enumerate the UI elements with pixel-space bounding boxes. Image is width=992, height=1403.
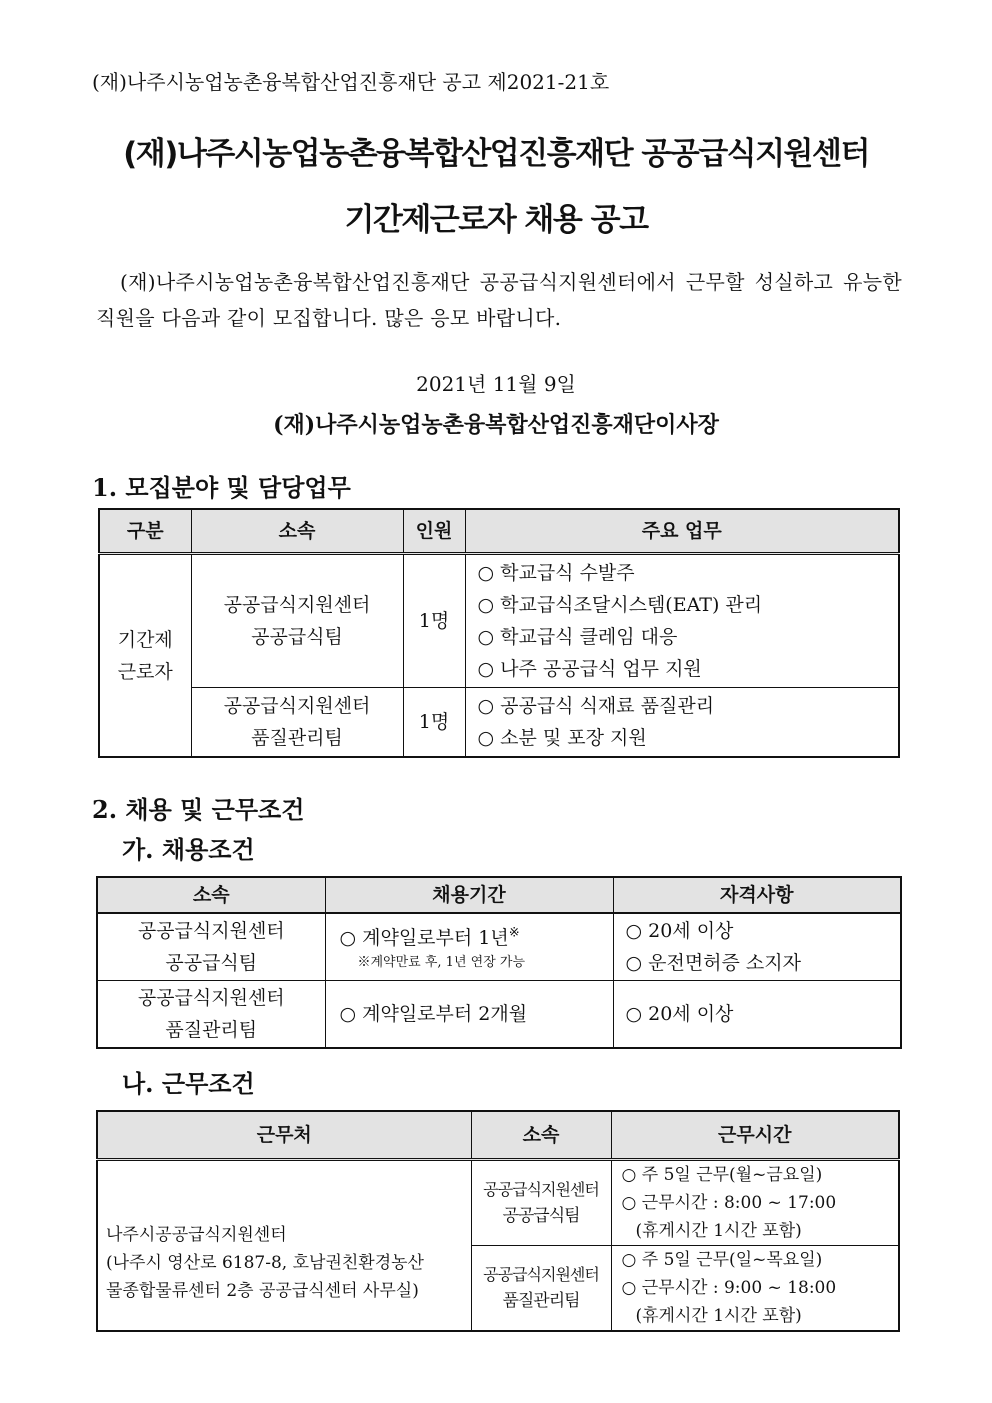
col-header-hours: 근무시간	[611, 1111, 899, 1160]
col-header-period: 채용기간	[325, 877, 613, 913]
table-row	[97, 1160, 899, 1246]
period-cell: ○ 계약일로부터 1년※ ※계약만료 후, 1년 연장 가능	[325, 913, 613, 981]
section2-heading: 2. 채용 및 근무조건	[92, 795, 305, 824]
duties-cell	[465, 688, 899, 758]
list-item: ○ 공공급식 식재료 품질관리	[478, 690, 893, 722]
duties-cell	[465, 554, 899, 688]
qualifications-cell	[613, 981, 901, 1049]
table-row	[99, 688, 899, 758]
col-header-category: 구분	[99, 509, 191, 554]
subsection-b-heading: 나. 근무조건	[122, 1069, 255, 1098]
hours-cell: ○ 주 5일 근무(월~금요일) ○ 근무시간 : 8:00 ~ 17:00 (휴게시간 1시간 포함)	[611, 1160, 899, 1246]
workplace-cell: 나주시공공급식지원센터 (나주시 영산로 6187-8, 호남권친환경농산 물종합물류센터 2층 공공급식센터 사무실)	[97, 1160, 471, 1332]
issuer-name: (재)나주시농업농촌융복합산업진흥재단이사장	[273, 412, 719, 438]
dept-cell: 공공급식지원센터 품질관리팀	[191, 688, 403, 758]
subsection-a-heading: 가. 채용조건	[122, 835, 255, 864]
col-header-duties: 주요 업무	[465, 509, 899, 554]
col-header-count: 인원	[403, 509, 465, 554]
recruitment-table	[98, 508, 900, 758]
col-header-dept: 소속	[471, 1111, 611, 1160]
table-row	[99, 554, 899, 688]
list-item: ○ 20세 이상	[626, 915, 895, 947]
category-cell: 기간제 근로자	[99, 554, 191, 758]
dept-cell: 공공급식지원센터 품질관리팀	[97, 981, 325, 1049]
dept-cell: 공공급식지원센터 공공급식팀	[97, 913, 325, 981]
list-item: ○ 소분 및 포장 지원	[478, 722, 893, 754]
page-title-line2: 기간제근로자 채용 공고	[344, 202, 648, 238]
dept-cell: 공공급식지원센터 공공급식팀	[191, 554, 403, 688]
table-header-row	[97, 1111, 899, 1160]
col-header-qualifications: 자격사항	[613, 877, 901, 913]
employment-conditions-table	[96, 876, 902, 1049]
dept-cell: 공공급식지원센터 품질관리팀	[471, 1246, 611, 1332]
table-header-row	[97, 877, 901, 913]
count-cell: 1명	[403, 554, 465, 688]
notice-number: (재)나주시농업농촌융복합산업진흥재단 공고 제2021-21호	[92, 70, 610, 94]
list-item: ○ 학교급식조달시스템(EAT) 관리	[478, 589, 893, 621]
qualifications-cell	[613, 913, 901, 981]
section1-heading: 1. 모집분야 및 담당업무	[92, 473, 351, 502]
dept-cell: 공공급식지원센터 공공급식팀	[471, 1160, 611, 1246]
hours-cell: ○ 주 5일 근무(일~목요일) ○ 근무시간 : 9:00 ~ 18:00 (휴게시간 1시간 포함)	[611, 1246, 899, 1332]
col-header-dept: 소속	[97, 877, 325, 913]
page-title-line1: (재)나주시농업농촌융복합산업진흥재단 공공급식지원센터	[123, 136, 869, 172]
intro-paragraph: (재)나주시농업농촌융복합산업진흥재단 공공급식지원센터에서 근무할 성실하고 유능한 직원을 다음과 같이 모집합니다. 많은 응모 바랍니다.	[96, 270, 902, 330]
col-header-workplace: 근무처	[97, 1111, 471, 1160]
list-item: ○ 20세 이상	[626, 998, 895, 1030]
list-item: ○ 학교급식 클레임 대응	[478, 621, 893, 653]
list-item: ○ 운전면허증 소지자	[626, 947, 895, 979]
col-header-dept: 소속	[191, 509, 403, 554]
table-row	[97, 913, 901, 981]
list-item: ○ 나주 공공급식 업무 지원	[478, 653, 893, 685]
notice-date: 2021년 11월 9일	[416, 372, 576, 396]
table-header-row	[99, 509, 899, 554]
working-conditions-table	[96, 1110, 900, 1332]
list-item: ○ 학교급식 수발주	[478, 557, 893, 589]
table-row	[97, 981, 901, 1049]
period-note: ※계약만료 후, 1년 연장 가능	[357, 955, 526, 970]
count-cell: 1명	[403, 688, 465, 758]
period-cell: ○ 계약일로부터 2개월	[325, 981, 613, 1049]
